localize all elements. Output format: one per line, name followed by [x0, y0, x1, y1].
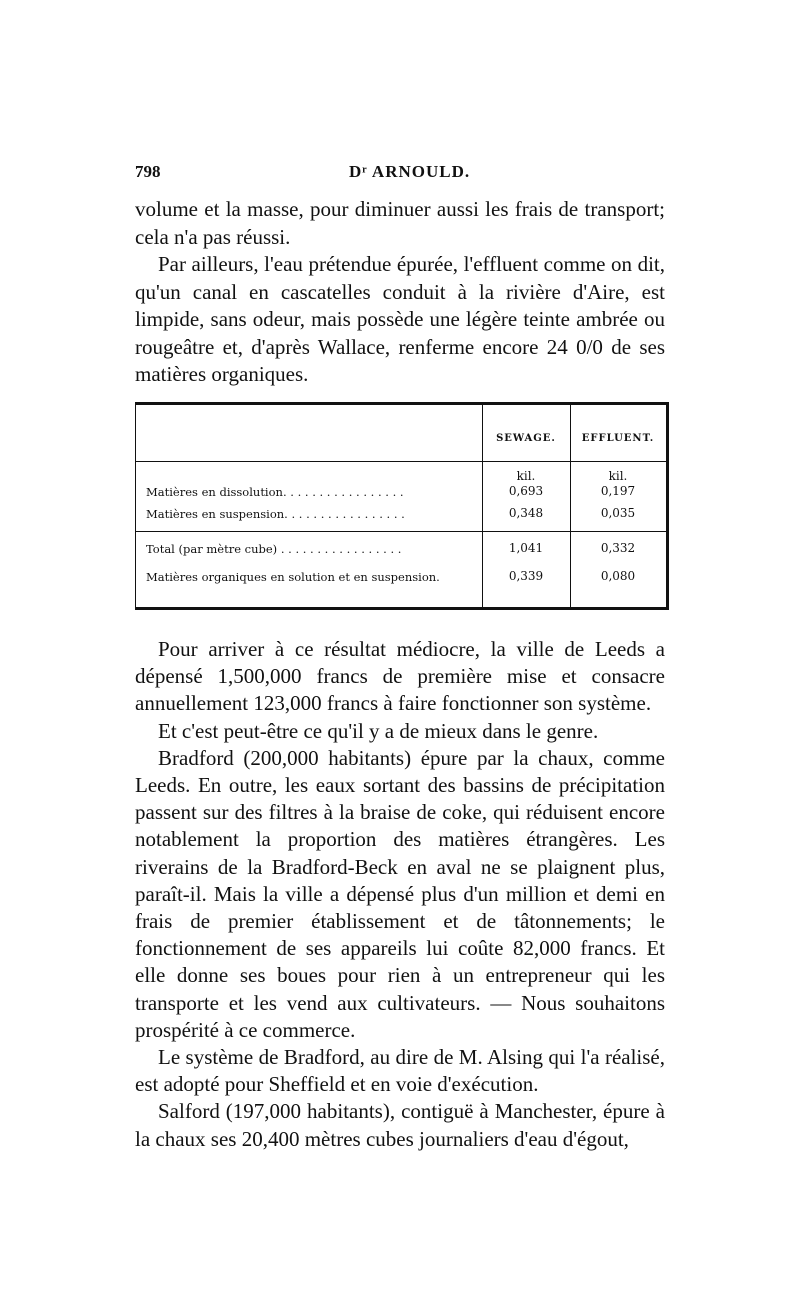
column-header-effluent: EFFLUENT. — [581, 433, 655, 444]
page-number: 798 — [135, 162, 161, 181]
paragraph: Et c'est peut-être ce qu'il y a de mieux dans le genre. — [158, 718, 599, 743]
paragraph: Pour arriver à ce résultat médiocre, la ville de Leeds a dépensé 1,500,000 francs de première mise et consacre annuellement 123,000 francs à faire fonctionner son système. — [135, 637, 665, 716]
cell-sewage: 0,693 — [508, 484, 544, 498]
paragraph: Bradford (200,000 habitants) épure par la chaux, comme Leeds. En outre, les eaux sortant des bassins de précipitation passent sur des filtres à la braise de coke, qui réduisent encore notablement la proportion des matières étrangères. Les riverains de la Bradford-Beck en aval ne se plaignent plus, paraît-il. Mais la ville a dépensé plus d'un million et demi en frais de premier établissement et de tâtonnements; le fonctionnement de ses appareils lui coûte 82,000 francs. Et elle donne ses boues pour rien à un entrepreneur qui les transporte et les vend aux cultivateurs. — Nous souhaitons prospérité à ce commerce. — [135, 745, 665, 1042]
total-rule — [136, 531, 666, 532]
row-label: Matières organiques en solution et en suspension. — [146, 570, 440, 584]
unit-sewage: kil. — [516, 469, 536, 483]
body-text-top — [135, 196, 665, 389]
paragraph: Par ailleurs, l'eau prétendue épurée, l'effluent comme on dit, qu'un canal en cascatelles conduit à la rivière d'Aire, est limpide, sans odeur, mais possède une légère teinte ambrée ou rougeâtre et, d'après Wallace, renferme encore 24 0/0 de ses matières organiques. — [135, 252, 665, 386]
row-label: Matières en dissolution. . . . . . . . . . . . . . . . . — [146, 485, 404, 499]
paragraph: volume et la masse, pour diminuer aussi les frais de transport; cela n'a pas réussi. — [135, 197, 665, 249]
row-label: Matières en suspension. . . . . . . . . . . . . . . . . — [146, 507, 405, 521]
cell-effluent: 0,035 — [600, 506, 636, 520]
cell-sewage: 1,041 — [508, 541, 544, 555]
row-label: Total (par mètre cube) . . . . . . . . . . . . . . . . . — [146, 542, 402, 556]
unit-effluent: kil. — [608, 469, 628, 483]
paragraph: Le système de Bradford, au dire de M. Alsing qui l'a réalisé, est adopté pour Sheffield et en voie d'exécution. — [135, 1045, 665, 1097]
header-rule — [136, 461, 666, 462]
running-header — [135, 162, 665, 186]
cell-sewage: 0,348 — [508, 506, 544, 520]
composition-table — [135, 402, 669, 610]
body-text-bottom — [135, 636, 665, 1153]
cell-sewage: 0,339 — [508, 569, 544, 583]
paragraph: Salford (197,000 habitants), contiguë à Manchester, épure à la chaux ses 20,400 mètres cubes journaliers d'eau d'égout, — [135, 1099, 665, 1151]
column-divider — [570, 405, 571, 607]
running-title: Dʳ ARNOULD. — [349, 162, 471, 181]
column-header-sewage: SEWAGE. — [496, 433, 556, 444]
cell-effluent: 0,197 — [600, 484, 636, 498]
cell-effluent: 0,332 — [600, 541, 636, 555]
cell-effluent: 0,080 — [600, 569, 636, 583]
